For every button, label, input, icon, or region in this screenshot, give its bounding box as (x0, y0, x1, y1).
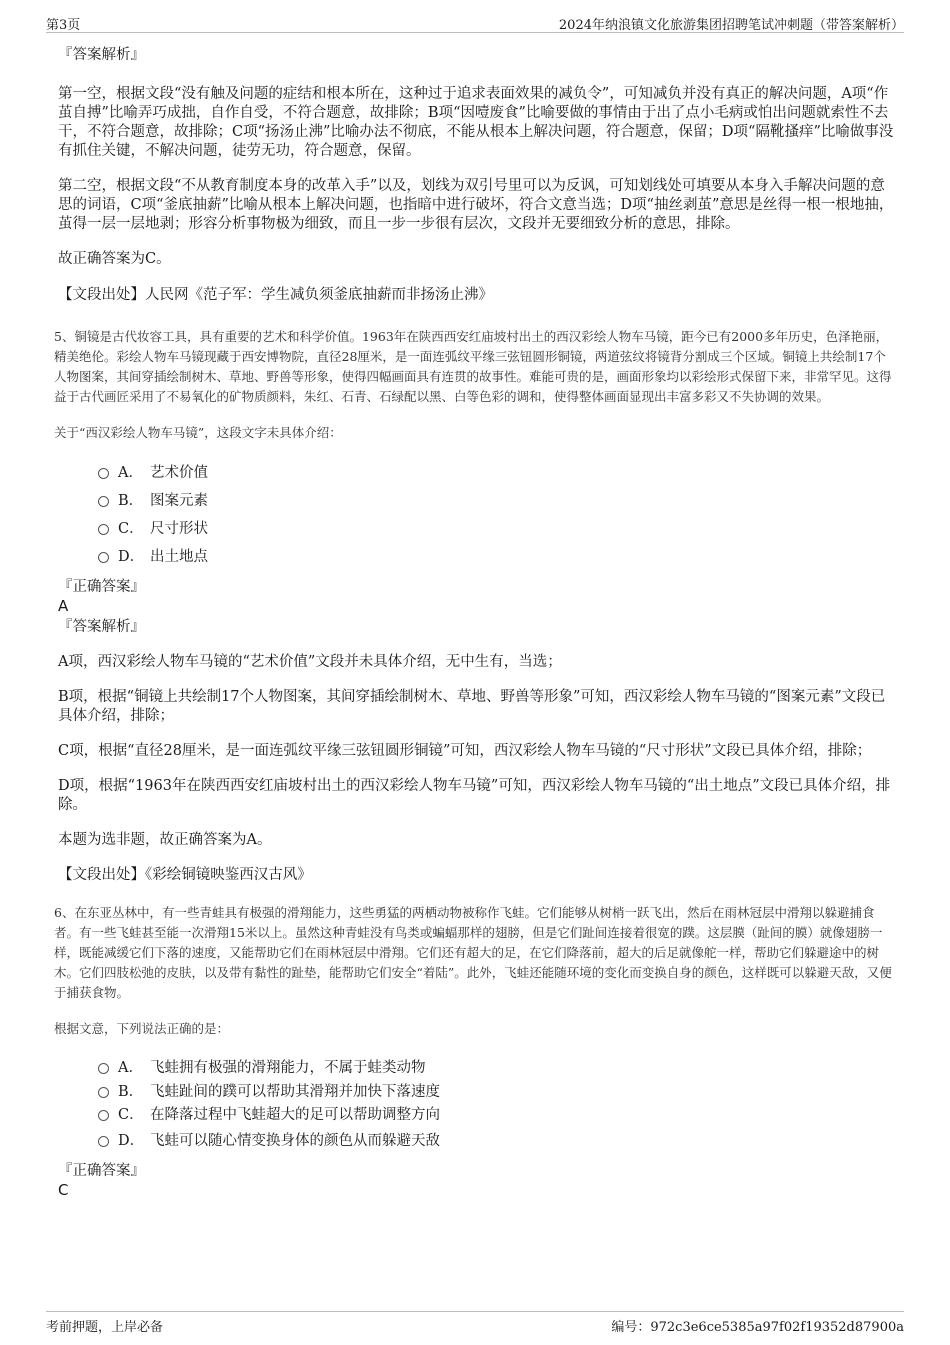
radio-icon[interactable] (98, 524, 109, 535)
option-a[interactable]: A． 艺术价值 (58, 459, 898, 487)
option-c[interactable]: C． 尺寸形状 (58, 515, 898, 543)
radio-icon[interactable] (98, 468, 109, 479)
document-title: 2024年纳浪镇文化旅游集团招聘笔试冲刺题（带答案解析） (558, 18, 904, 33)
option-a[interactable]: A． 飞蛙拥有极强的滑翔能力，不属于蛙类动物 (58, 1055, 898, 1081)
option-b[interactable]: B． 飞蛙趾间的蹼可以帮助其滑翔并加快下落速度 (58, 1081, 898, 1103)
conclusion: 故正确答案为C。 (58, 251, 171, 267)
answer-label: 『正确答案』 (58, 1163, 145, 1179)
question-stem: 6、在东亚丛林中，有一些青蛙具有极强的滑翔能力，这些勇猛的两栖动物被称作飞蛙。它们能够从树梢一跃飞出，然后在雨林冠层中滑翔以躲避捕食者。有一些飞蛙甚至能一次滑翔15米以上。虽然这种青蛙没有鸟类或蝙蝠那样的翅膀，但是它们趾间连接着很宽的蹼。这层膜（趾间的膜）就像翅膀一样，既能减缓它们下落的速度，又能帮助它们在雨林冠层中滑翔。它们还有超大的足，在它们降落前，超大的后足就像舵一样，帮助它们躲避途中的树木。它们四肢松弛的皮肤，以及带有黏性的趾垫，能帮助它们安全“着陆”。此外，飞蛙还能随环境的变化而变换自身的颜色，这样既可以躲避天敌，又便于捕获食物。 (54, 905, 892, 1000)
radio-icon[interactable] (98, 1110, 109, 1121)
source-note: 【文段出处】《彩绘铜镜映鉴西汉古风》 (58, 867, 312, 883)
page-header (46, 12, 904, 33)
footer-slogan: 考前押题，上岸必备 (46, 1320, 164, 1335)
radio-icon[interactable] (98, 552, 109, 563)
analysis-paragraph: 第二空，根据文段“不从教育制度本身的改革入手”以及，划线为双引号里可以为反讽，可知划线处可填要从本身入手解决问题的意思的词语，C项“釜底抽薪”比喻从根本上解决问题，也指暗中进行破坏，符合文意当选；D项“抽丝剥茧”意思是丝得一根一根地抽，茧得一层一层地剥；形容分析事物极为细致，而且一步一步很有层次，文段并无要细致分析的意思，排除。 (58, 178, 894, 232)
correct-answer: A (58, 597, 69, 615)
answer-label: 『正确答案』 (58, 579, 145, 595)
option-b[interactable]: B． 图案元素 (58, 487, 898, 515)
analysis-item: B项，根据“铜镜上共绘制17个人物图案，其间穿插绘制树木、草地、野兽等形象”可知，西汉彩绘人物车马镜的“图案元素”文段已具体介绍，排除； (58, 689, 886, 724)
page-content (54, 45, 898, 1199)
page-footer (46, 1311, 904, 1338)
option-c[interactable]: C． 在降落过程中飞蛙超大的足可以帮助调整方向 (58, 1103, 898, 1127)
analysis-item: A项，西汉彩绘人物车马镜的“艺术价值”文段并未具体介绍，无中生有，当选； (58, 654, 562, 670)
options-list (58, 1055, 898, 1155)
analysis-item: C项，根据“直径28厘米，是一面连弧纹平缘三弦钮圆形铜镜”可知，西汉彩绘人物车马镜的“尺寸形状”文段已具体介绍，排除； (58, 743, 872, 759)
analysis-paragraph: 第一空，根据文段“没有触及问题的症结和根本所在，这种过于追求表面效果的减负令”，可知减负并没有真正的解决问题，A项“作茧自搏”比喻弄巧成拙，自作自受，不符合题意，故排除；B项“因噎废食”比喻要做的事情由于出了点小毛病或怕出问题就索性不去干，不符合题意，故排除；C项“扬汤止沸”比喻办法不彻底，不能从根本上解决问题，符合题意，保留；D项“隔靴搔痒”比喻做事没有抓住关键，不解决问题，徒劳无功，符合题意，保留。 (58, 86, 894, 159)
radio-icon[interactable] (98, 496, 109, 507)
radio-icon[interactable] (98, 1063, 109, 1074)
conclusion: 本题为选非题，故正确答案为A。 (58, 832, 272, 848)
source-note: 【文段出处】人民网《范子军：学生减负须釜底抽薪而非扬汤止沸》 (58, 287, 493, 303)
question-prompt: 关于“西汉彩绘人物车马镜”，这段文字未具体介绍： (54, 425, 342, 440)
options-list (58, 459, 898, 571)
question-stem: 5、铜镜是古代妆容工具，具有重要的艺术和科学价值。1963年在陕西西安红庙坡村出土的西汉彩绘人物车马镜，距今已有2000多年历史，色泽艳丽，精美绝伦。彩绘人物车马镜现藏于西安博物院，直径28厘米，是一面连弧纹平缘三弦钮圆形铜镜，两道弦纹将镜背分割成三个区域。铜镜上共绘制17个人物图案，其间穿插绘制树木、草地、野兽等形象，使得四幅画面具有连贯的故事性。难能可贵的是，画面形象均以彩绘形式保留下来，非常罕见。这得益于古代画匠采用了不易氧化的矿物质颜料，朱红、石青、石绿配以黑、白等色彩的调和，使得整体画面显现出丰富多彩又不失协调的效果。 (54, 329, 892, 404)
question-prompt: 根据文意，下列说法正确的是： (54, 1021, 230, 1036)
analysis-label: 『答案解析』 (58, 619, 145, 635)
document-code: 编号：972c3e6ce5385a97f02f19352d87900a (611, 1320, 904, 1335)
option-d[interactable]: D． 出土地点 (58, 543, 898, 571)
radio-icon[interactable] (98, 1136, 109, 1147)
analysis-label: 『答案解析』 (58, 47, 145, 63)
analysis-item: D项，根据“1963年在陕西西安红庙坡村出土的西汉彩绘人物车马镜”可知，西汉彩绘人物车马镜的“出土地点”文段已具体介绍，排除。 (58, 778, 891, 813)
page-number: 第3页 (46, 18, 81, 33)
correct-answer: C (58, 1181, 69, 1199)
radio-icon[interactable] (98, 1087, 109, 1098)
option-d[interactable]: D． 飞蛙可以随心情变换身体的颜色从而躲避天敌 (58, 1127, 898, 1155)
